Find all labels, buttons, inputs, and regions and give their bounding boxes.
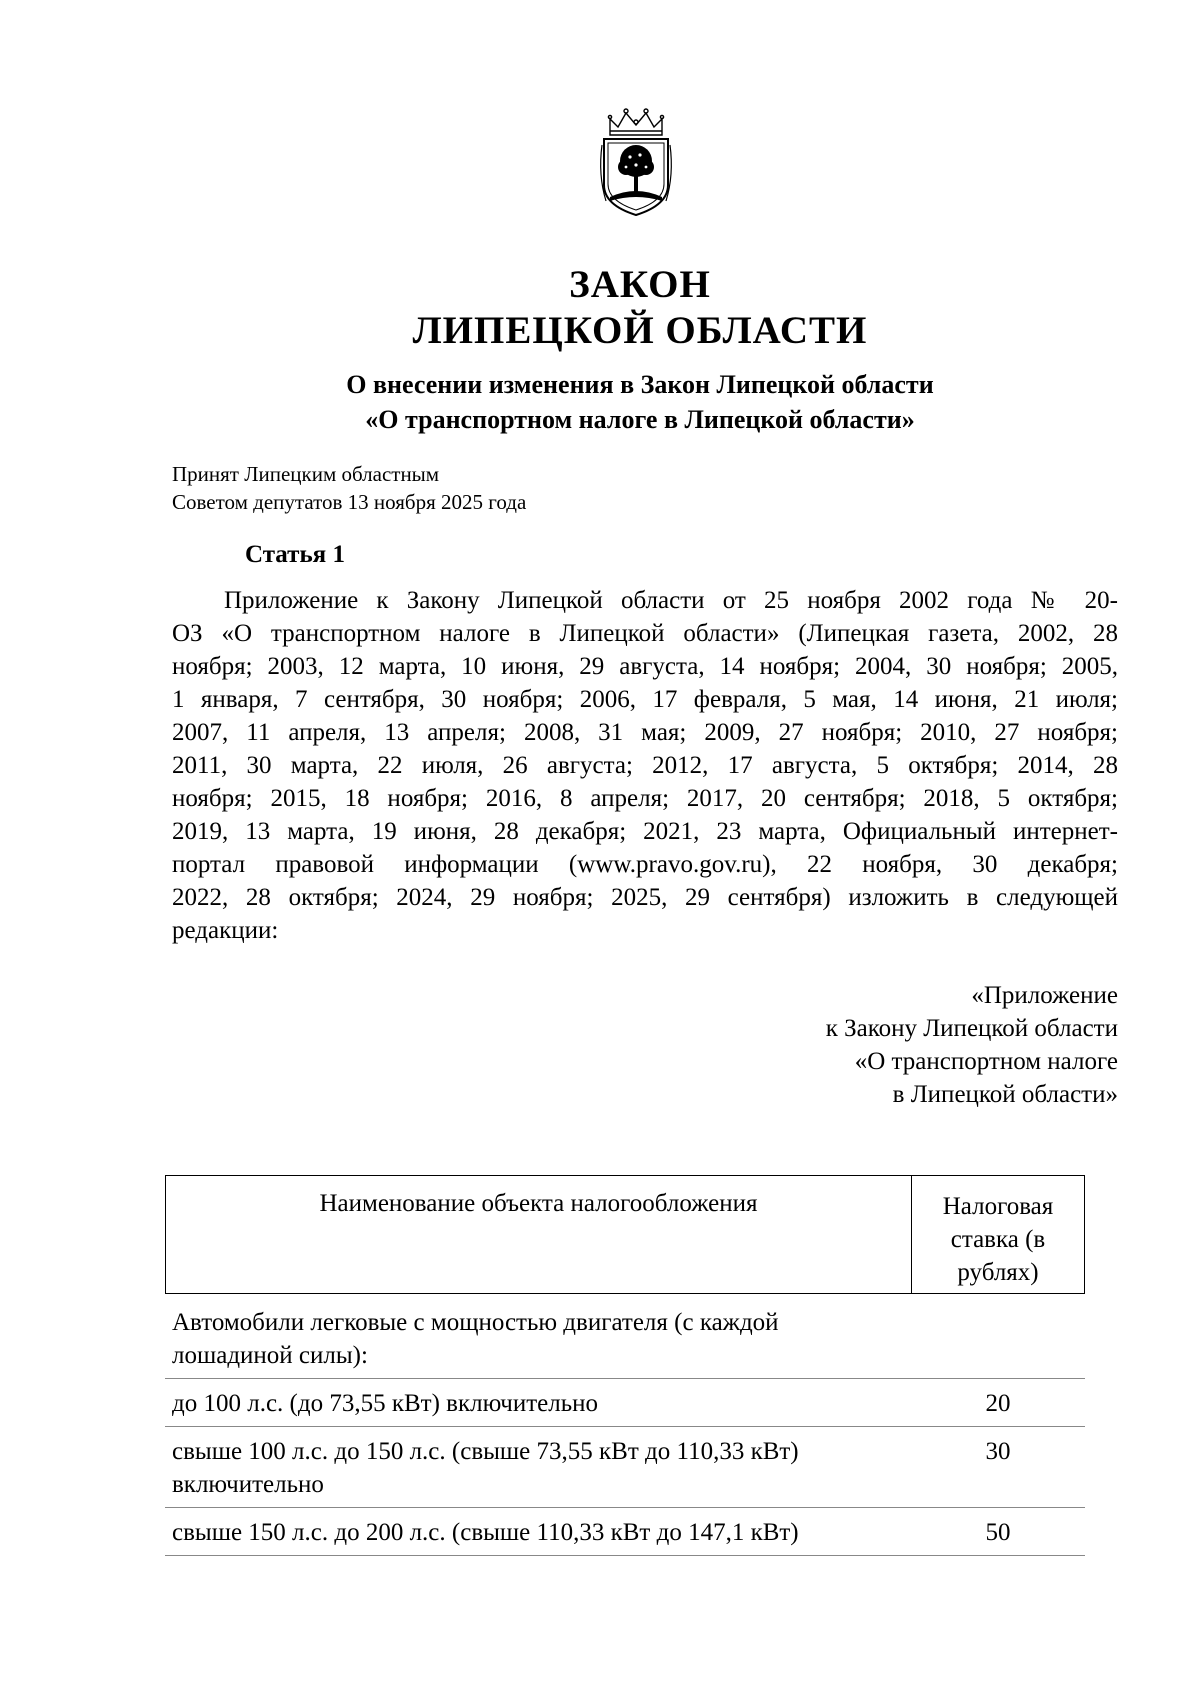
object-name-cell	[165, 1508, 911, 1555]
article-line: ноября; 2003, 12 марта, 10 июня, 29 августа, 14 ноября; 2004, 30 ноября; 2005,	[172, 653, 1118, 680]
adoption-note-line-1: Принят Липецким областным	[172, 462, 440, 486]
column-header-rate-line: рублях)	[957, 1259, 1039, 1286]
group-label-line: лошадиной силы):	[172, 1342, 368, 1369]
rate-cell: 50	[985, 1519, 1011, 1546]
column-header-rate	[912, 1176, 1084, 1293]
law-subtitle-line-2: «О транспортном налоге в Липецкой области»	[365, 405, 915, 434]
law-subtitle-line-1: О внесении изменения в Закон Липецкой области	[346, 370, 934, 399]
law-region-title: ЛИПЕЦКОЙ ОБЛАСТИ	[412, 309, 868, 352]
article-line: 2022, 28 октября; 2024, 29 ноября; 2025, 29 сентября) изложить в следующей	[172, 884, 1118, 911]
article-line: 2011, 30 марта, 22 июля, 26 августа; 2012, 17 августа, 5 октября; 2014, 28	[172, 752, 1118, 779]
group-label-line: Автомобили легковые с мощностью двигателя (с каждой	[172, 1309, 779, 1336]
column-header-rate-line: Налоговая	[942, 1193, 1054, 1220]
object-name-line: до 100 л.с. (до 73,55 кВт) включительно	[172, 1390, 599, 1417]
article-line: редакции:	[172, 917, 279, 944]
object-name-line: включительно	[172, 1471, 324, 1498]
column-header-object: Наименование объекта налогообложения	[166, 1176, 912, 1293]
column-header-rate-line: ставка (в	[950, 1226, 1046, 1253]
table-group-row	[165, 1294, 1085, 1379]
coat-of-arms-icon	[596, 105, 676, 217]
article-line: ОЗ «О транспортном налоге в Липецкой области» (Липецкая газета, 2002, 28	[172, 620, 1118, 647]
article-line: портал правовой информации (www.pravo.gov.ru), 22 ноября, 30 декабря;	[172, 851, 1118, 878]
appendix-ref-line-2: к Закону Липецкой области	[825, 1015, 1118, 1042]
appendix-ref-line-4: в Липецкой области»	[892, 1081, 1118, 1108]
article-line: ноября; 2015, 18 ноября; 2016, 8 апреля; 2017, 20 сентября; 2018, 5 октября;	[172, 785, 1118, 812]
law-title: ЗАКОН	[569, 263, 711, 306]
article-line: 2019, 13 марта, 19 июня, 28 декабря; 2021, 23 марта, Официальный интернет-	[172, 818, 1118, 845]
article-line: Приложение к Закону Липецкой области от 25 ноября 2002 года № 20-	[224, 587, 1118, 614]
table-header-row	[165, 1175, 1085, 1294]
table-row	[165, 1379, 1085, 1427]
table-row	[165, 1508, 1085, 1556]
adoption-note-line-2: Советом депутатов 13 ноября 2025 года	[172, 490, 527, 514]
article-body	[172, 584, 1118, 947]
table-row	[165, 1427, 1085, 1508]
tax-rate-table	[165, 1175, 1085, 1556]
appendix-title: «Приложение	[971, 982, 1118, 1009]
rate-cell: 20	[985, 1390, 1011, 1417]
object-name-line: свыше 100 л.с. до 150 л.с. (свыше 73,55 кВт до 110,33 кВт)	[172, 1438, 799, 1465]
article-line: 1 января, 7 сентября, 30 ноября; 2006, 17 февраля, 5 мая, 14 июня, 21 июля;	[172, 686, 1118, 713]
object-name-cell	[165, 1379, 911, 1426]
article-heading: Статья 1	[245, 541, 345, 568]
appendix-ref-line-3: «О транспортном налоге	[854, 1048, 1118, 1075]
object-name-line: свыше 150 л.с. до 200 л.с. (свыше 110,33 кВт до 147,1 кВт)	[172, 1519, 799, 1546]
object-name-cell	[165, 1427, 911, 1507]
rate-cell: 30	[985, 1438, 1011, 1465]
article-line: 2007, 11 апреля, 13 апреля; 2008, 31 мая; 2009, 27 ноября; 2010, 27 ноября;	[172, 719, 1118, 746]
